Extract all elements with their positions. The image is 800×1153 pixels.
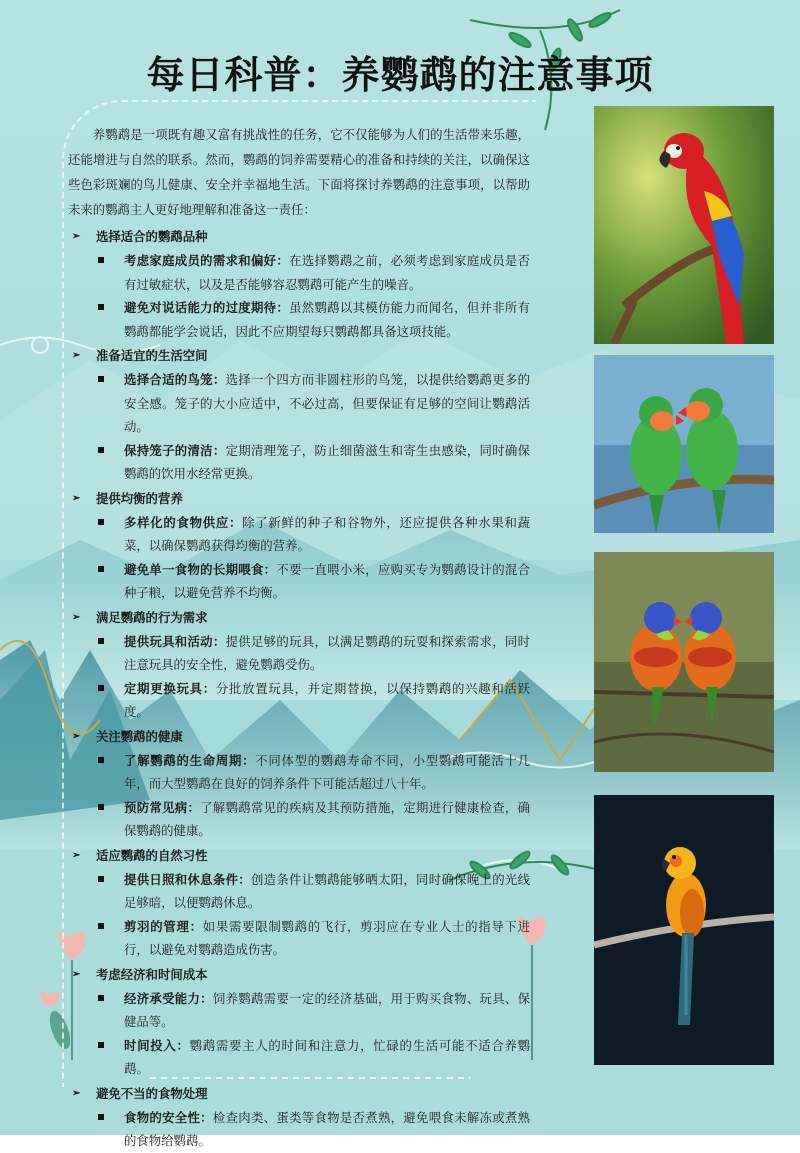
article-body	[68, 122, 530, 1153]
section	[68, 344, 530, 486]
page-title: 每日科普：养鹦鹉的注意事项	[146, 53, 654, 97]
square-bullet-icon	[98, 1114, 104, 1120]
list-item: 避免单一食物的长期喂食：不要一直喂小米，应购买专为鹦鹉设计的混合种子粮，以避免营养不均衡。	[68, 558, 530, 605]
list-item: 剪羽的管理：如果需要限制鹦鹉的飞行，剪羽应在专业人士的指导下进行，以避免对鹦鹉造成伤害。	[68, 915, 530, 962]
section-heading: ➢ 选择适合的鹦鹉品种	[68, 225, 530, 249]
list-item: 定期更换玩具：分批放置玩具，并定期替换，以保持鹦鹉的兴趣和活跃度。	[68, 677, 530, 724]
square-bullet-icon	[98, 638, 104, 644]
rainbow-lorikeets-photo	[594, 552, 774, 772]
section	[68, 725, 530, 843]
square-bullet-icon	[98, 566, 104, 572]
section	[68, 487, 530, 605]
square-bullet-icon	[98, 923, 104, 929]
section	[68, 606, 530, 724]
arrow-icon: ➢	[72, 492, 81, 504]
list-item: 考虑家庭成员的需求和偏好：在选择鹦鹉之前，必须考虑到家庭成员是否有过敏症状，以及是否能够容忍鹦鹉可能产生的噪音。	[68, 249, 530, 296]
section-heading: ➢ 关注鹦鹉的健康	[68, 725, 530, 749]
arrow-icon: ➢	[72, 968, 81, 980]
arrow-icon: ➢	[72, 730, 81, 742]
square-bullet-icon	[98, 257, 104, 263]
list-item: 提供日照和休息条件：创造条件让鹦鹉能够晒太阳，同时确保晚上的光线足够暗，以便鹦鹉休息。	[68, 868, 530, 915]
square-bullet-icon	[98, 995, 104, 1001]
list-item: 经济承受能力：饲养鹦鹉需要一定的经济基础，用于购买食物、玩具、保健品等。	[68, 987, 530, 1034]
list-item: 了解鹦鹉的生命周期：不同体型的鹦鹉寿命不同，小型鹦鹉可能活十几年，而大型鹦鹉在良好的饲养条件下可能活超过八十年。	[68, 749, 530, 796]
list-item: 避免对说话能力的过度期待：虽然鹦鹉以其模仿能力而闻名，但并非所有鹦鹉都能学会说话，因此不应期望每只鹦鹉都具备这项技能。	[68, 296, 530, 343]
section	[68, 1082, 530, 1153]
square-bullet-icon	[98, 519, 104, 525]
square-bullet-icon	[98, 447, 104, 453]
section-heading: ➢ 考虑经济和时间成本	[68, 963, 530, 987]
section	[68, 963, 530, 1081]
list-item: 选择合适的鸟笼：选择一个四方而非圆柱形的鸟笼，以提供给鹦鹉更多的安全感。笼子的大小应适中，不必过高，但要保证有足够的空间让鹦鹉活动。	[68, 368, 530, 439]
section-heading: ➢ 适应鹦鹉的自然习性	[68, 844, 530, 868]
list-item: 食物的安全性：检查肉类、蛋类等食物是否煮熟，避免喂食未解冻或煮熟的食物给鹦鹉。	[68, 1106, 530, 1153]
square-bullet-icon	[98, 685, 104, 691]
list-item: 提供玩具和活动：提供足够的玩具，以满足鹦鹉的玩耍和探索需求，同时注意玩具的安全性，避免鹦鹉受伤。	[68, 630, 530, 677]
arrow-icon: ➢	[72, 611, 81, 623]
list-item: 时间投入：鹦鹉需要主人的时间和注意力，忙碌的生活可能不适合养鹦鹉。	[68, 1034, 530, 1081]
square-bullet-icon	[98, 804, 104, 810]
list-item: 预防常见病：了解鹦鹉常见的疾病及其预防措施，定期进行健康检查，确保鹦鹉的健康。	[68, 796, 530, 843]
section-heading: ➢ 避免不当的食物处理	[68, 1082, 530, 1106]
section	[68, 844, 530, 962]
scarlet-macaw-photo	[594, 106, 774, 344]
section-heading: ➢ 提供均衡的营养	[68, 487, 530, 511]
square-bullet-icon	[98, 376, 104, 382]
section-heading: ➢ 满足鹦鹉的行为需求	[68, 606, 530, 630]
section-heading: ➢ 准备适宜的生活空间	[68, 344, 530, 368]
intro-paragraph: 养鹦鹉是一项既有趣又富有挑战性的任务，它不仅能够为人们的生活带来乐趣，还能增进与自然的联系。然而，鹦鹉的饲养需要精心的准备和持续的关注，以确保这些色彩斑斓的鸟儿健康、安全并幸福地生活。下面将探讨养鹦鹉的注意事项，以帮助未来的鹦鹉主人更好地理解和准备这一责任：	[68, 127, 530, 217]
sun-conure-photo	[594, 795, 774, 1065]
arrow-icon: ➢	[72, 1087, 81, 1099]
square-bullet-icon	[98, 1042, 104, 1048]
list-item: 多样化的食物供应：除了新鲜的种子和谷物外，还应提供各种水果和蔬菜，以确保鹦鹉获得均衡的营养。	[68, 511, 530, 558]
list-item: 保持笼子的清洁：定期清理笼子，防止细菌滋生和寄生虫感染，同时确保鹦鹉的饮用水经常更换。	[68, 439, 530, 486]
arrow-icon: ➢	[72, 350, 81, 361]
lovebirds-photo	[594, 355, 774, 533]
square-bullet-icon	[98, 757, 104, 763]
square-bullet-icon	[98, 876, 104, 882]
arrow-icon: ➢	[72, 849, 81, 861]
section	[68, 225, 530, 343]
arrow-icon: ➢	[72, 231, 81, 242]
square-bullet-icon	[98, 304, 104, 310]
